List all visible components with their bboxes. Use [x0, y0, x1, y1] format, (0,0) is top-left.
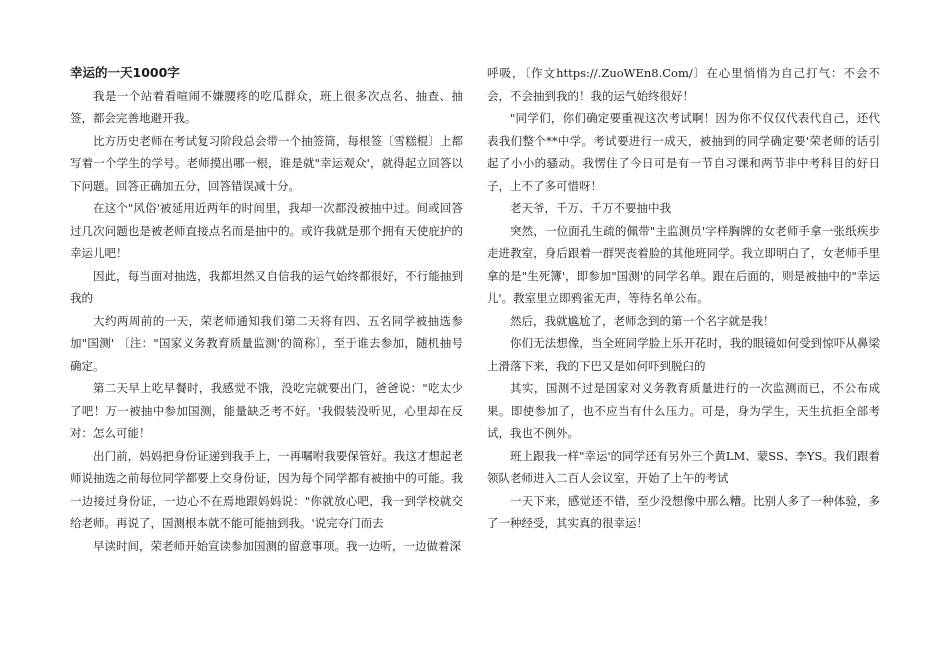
- paragraph: 其实，国测不过是国家对义务教育质量进行的一次监测而已，不公布成果。即使参加了，也不应当有什么压力。可是，身为学生，天生抗拒全部考试，我也不例外。: [487, 381, 880, 440]
- paragraph: 早读时间，荣老师开始宣读参加国测的留意事项。我一边听，一边做着深: [93, 538, 461, 553]
- paragraph: 班上跟我一样"幸运'的同学还有另外三个黄LM、蒙SS、李YS。我们跟着领队老师进入二百人会议室，开始了上午的考试: [487, 448, 880, 485]
- paragraph: 老天爷，千万、千万不要抽中我: [510, 201, 671, 215]
- paragraph-continuation: 呼吸，〔作文https://.ZuoWEn8.Com/〕在心里悄悄为自己打气：不会不会，不会抽到我的！我的运气始终很好！: [487, 66, 880, 103]
- paragraph: 突然，一位面孔生疏的佩带"主监测员'字样胸牌的女老师手拿一张纸疾步走进教室，身后跟着一群哭丧着脸的其他班同学。我立即明白了，女老师手里拿的是"生死簿'，即参加"国测'的同学名单。跟在后面的，则是被抽中的"幸运儿'。教室里立即鸦雀无声，等待名单公布。: [487, 223, 880, 305]
- document-title: 幸运的一天1000字: [70, 65, 180, 80]
- paragraph: 在这个"风俗'被延用近两年的时间里，我却一次都没被抽中过。间或回答过几次问题也是被老师直接点名而是抽中的。或许我就是那个拥有天使庇护的幸运儿吧！: [70, 201, 463, 260]
- paragraph: 第二天早上吃早餐时，我感觉不饿，没吃完就要出门，爸爸说："吃太少了吧！万一被抽中参加国测，能量缺乏考不好。'我假装没听见，心里却在反对：怎么可能！: [70, 381, 463, 440]
- paragraph: 然后，我就尴尬了，老师念到的第一个名字就是我！: [510, 313, 775, 328]
- paragraph: 比方历史老师在考试复习阶段总会带一个抽签筒，每根签〔雪糕棍〕上都写着一个学生的学号。老师摸出哪一根，谁是就"幸运观众'，就得起立回答以下问题。回答正确加五分，回答错误减十分。: [70, 133, 463, 193]
- right-column: [487, 62, 880, 535]
- paragraph: 出门前，妈妈把身份证递到我手上，一再嘱咐我要保管好。我这才想起老师说抽选之前每位同学都要上交身份证，因为每个同学都有被抽中的可能。我一边接过身份证，一边心不在焉地跟妈妈说："你就放心吧，我一到学校就交给老师。再说了，国测根本就不能可能抽到我。'说完夺门而去: [70, 448, 463, 530]
- left-column: [70, 62, 463, 557]
- paragraph: "同学们，你们确定要重视这次考试啊！因为你不仅仅代表代自己，还代表我们整个**中学。考试要进行一成天，被抽到的同学确定要'荣老师的话引起了小小的骚动。我愣住了今日可是有一节自习课和两节非中考科目的好日子，上不了多可惜呀！: [487, 111, 880, 193]
- paragraph: 大约两周前的一天，荣老师通知我们第二天将有四、五名同学被抽选参加"国测' 〔注："国家义务教育质量监测'的简称〕，至于谁去参加，随机抽号确定。: [70, 313, 463, 373]
- paragraph: 我是一个站着看喧闹不嫌腰疼的吃瓜群众，班上很多次点名、抽查、抽签，都会完善地避开我。: [70, 88, 463, 125]
- paragraph: 因此，每当面对抽选，我都坦然又自信我的运气始终都很好，不行能抽到我的: [70, 268, 463, 305]
- paragraph: 一天下来，感觉还不错，至少没想像中那么糟。比别人多了一种体验，多了一种经受，其实真的很幸运！: [487, 493, 880, 530]
- paragraph: 你们无法想像，当全班同学脸上乐开花时，我的眼镜如何受到惊吓从鼻梁上滑落下来，我的下巴又是如何吓到脱臼的: [487, 336, 880, 373]
